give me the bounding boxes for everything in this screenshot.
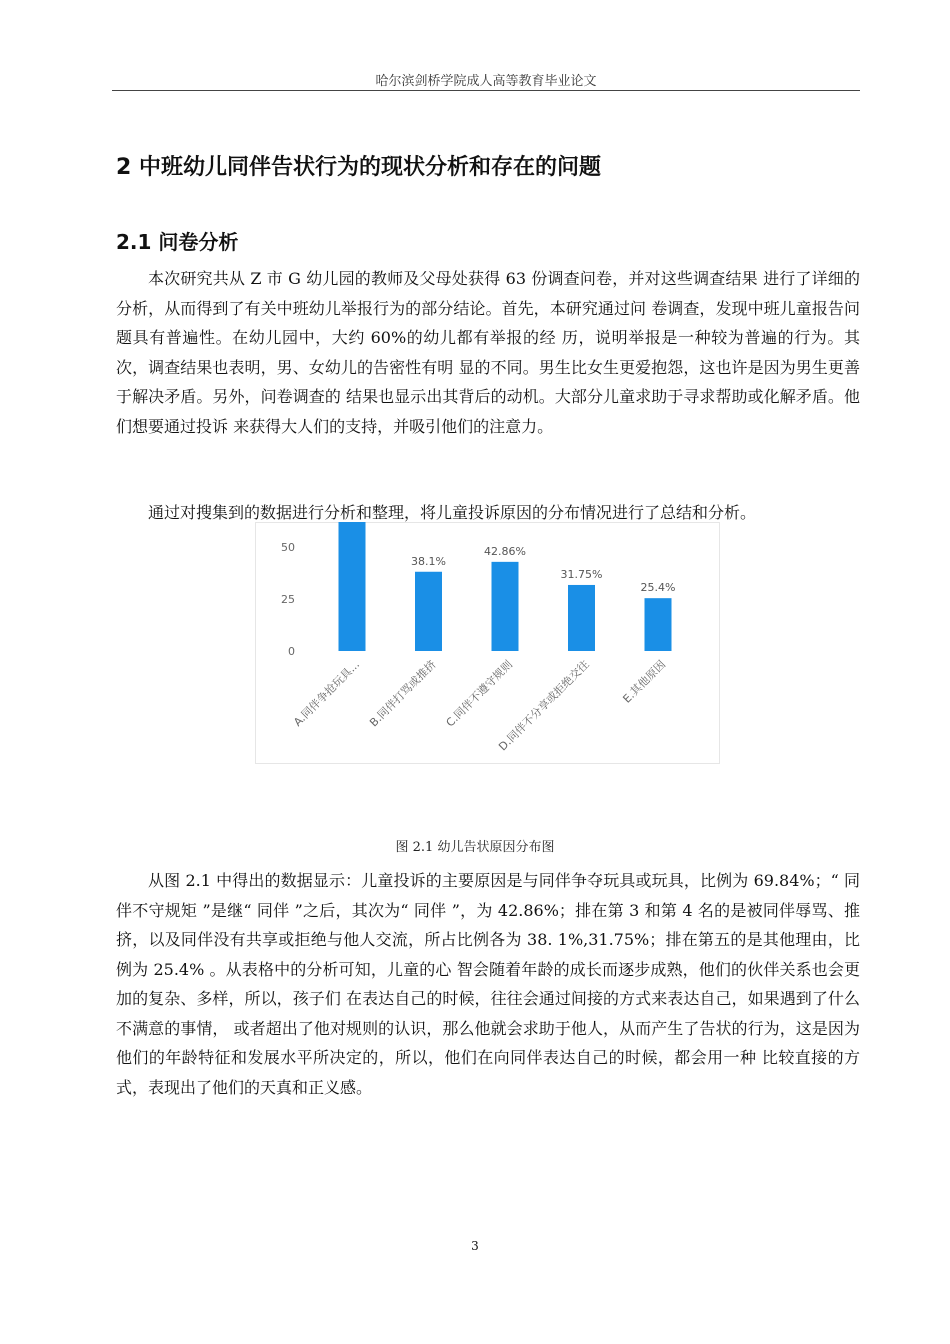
page-number: 3 (471, 1239, 479, 1253)
bar (645, 598, 672, 651)
bar (415, 572, 442, 651)
bar (339, 522, 366, 651)
intro-paragraph: 本次研究共从 Z 市 G 幼儿园的教师及父母处获得 63 份调查问卷，并对这些调查结果 进行了详细的分析，从而得到了有关中班幼儿举报行为的部分结论。首先，本研究通过问 卷调查，发现中班儿童报告问题具有普遍性。在幼儿园中，大约 60%的幼儿都有举报的经 历，说明举报是一种较为普遍的行为。其次，调查结果也表明，男、女幼儿的告密性有明 显的不同。男生比女生更爱抱怨，这也许是因为男生更善于解决矛盾。另外，问卷调查的 结果也显示出其背后的动机。大部分儿童求助于寻求帮助或化解矛盾。他们想要通过投诉 来获得大人们的支持，并吸引他们的注意力。 (116, 269, 860, 436)
bar-value-label: 25.4% (640, 581, 676, 595)
transition-paragraph: 通过对搜集到的数据进行分析和整理，将儿童投诉原因的分布情况进行了总结和分析。 (148, 503, 757, 522)
subsection-heading: 2.1 问卷分析 (116, 230, 239, 254)
category-label: D.同伴不分享或拒绝交往 (496, 657, 592, 754)
complaint-reasons-bar-chart (255, 522, 720, 764)
figure-caption: 图 2.1 幼儿告状原因分布图 (395, 840, 555, 855)
bar (568, 585, 595, 651)
y-axis-ticks (281, 541, 295, 658)
value-labels (411, 545, 675, 594)
y-tick-label: 25 (281, 593, 295, 606)
analysis-paragraph: 从图 2.1 中得出的数据显示：儿童投诉的主要原因是与同伴争夺玩具或玩具，比例为 69.84%；“ 同伴不守规矩 ”是继“ 同伴 ”之后，其次为“ 同伴 ”，为 42.86%；排在第 3 和第 4 名的是被同伴辱骂、推挤，以及同伴没有共享或拒绝与他人交流，所占比例各为 38. 1%,31.75%；排在第五的是其他理由，比例为 25.4% 。从表格中的分析可知，儿童的心 智会随着年龄的成长而逐步成熟，他们的伙伴关系也会更加的复杂、多样，所以，孩子们 在表达自己的时候，往往会通过间接的方式来表达自己，如果遇到了什么不满意的事情， 或者超出了他对规则的认识，那么他就会求助于他人，从而产生了告状的行为，这是因为 他们的年龄特征和发展水平所决定的，所以，他们在向同伴表达自己的时候，都会用一种 比较直接的方式，表现出了他们的天真和正义感。 (116, 871, 860, 1097)
section-heading: 2 中班幼儿同伴告状行为的现状分析和存在的问题 (116, 155, 601, 180)
bar-value-label: 31.75% (560, 567, 603, 581)
category-labels (290, 657, 668, 753)
category-label: A.同伴争抢玩具... (291, 657, 363, 729)
y-tick-label: 50 (281, 541, 295, 554)
bar-value-label: 42.86% (484, 544, 526, 558)
bar-value-label: 38.1% (411, 554, 446, 568)
category-label: E.其他原因 (620, 657, 669, 706)
header-rule (112, 90, 860, 91)
page-header: 哈尔滨剑桥学院成人高等教育毕业论文 (375, 74, 597, 89)
category-label: B.同伴打骂或推挤 (367, 657, 439, 730)
bars (339, 522, 672, 651)
category-label: C.同伴不遵守规则 (443, 657, 516, 730)
y-tick-label: 0 (288, 645, 295, 658)
bar (492, 562, 519, 651)
